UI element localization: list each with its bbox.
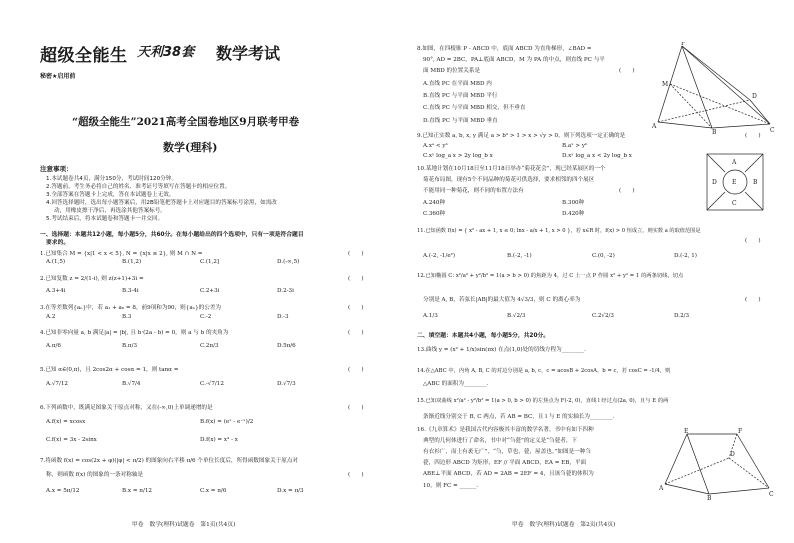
- note-item: 5.考试结束后，将本试题卷和答题卡一并交回。: [46, 216, 164, 222]
- note-item: 动，用橡皮擦干净后，再选涂其他答案标号。: [54, 208, 166, 214]
- option-b: B.aˣ > yᵇ: [562, 143, 588, 149]
- answer-paren: ( ): [348, 251, 364, 257]
- fig-label: C: [769, 491, 774, 498]
- fig-label: A: [652, 123, 657, 130]
- option-d: D.2-3i: [277, 288, 294, 294]
- question-15: 15.已知双曲线 x²/a² - y²/b² = 1(a > 0, b > 0) 的左焦点为 F(-2, 0)，直线 l 经过点(2a, 0)，且与 E 的两: [417, 398, 669, 404]
- option-b: B.直线 PC 与平面 MBD 平行: [423, 93, 498, 99]
- fig-label: P: [681, 42, 686, 47]
- option-c: C.(0, -2): [592, 253, 615, 259]
- question-5: 5.已知 α∈(0,π)，且 2cos2α + cosα = 1，则 tanα =: [40, 367, 179, 373]
- question-7: 7.将函数 f(x) = cos(2x + φ)(|φ| < π/2) 的图象向右平移 π/6 个单位长度后，所得函数图象关于原点对: [40, 458, 299, 464]
- question-8-line: 面 MBD 的位置关系是: [423, 68, 481, 74]
- fig-label: C: [770, 127, 775, 134]
- option-a: A.f(x) = xcosx: [46, 419, 86, 425]
- fig-label: A: [732, 159, 737, 166]
- option-a: A.x = 5π/12: [46, 488, 80, 494]
- option-c: C.-2: [200, 314, 212, 320]
- option-b: B.3-4i: [122, 288, 139, 294]
- question-10-line: 菊花布局图，现有5个不同品种的菊花可供选择，要求相邻的四个展区: [423, 177, 595, 183]
- section1-heading-cont: 要求的。: [46, 240, 70, 246]
- option-b: B.f(x) = (eˣ - e⁻ˣ)/2: [200, 419, 254, 425]
- exam-title: “超级全能生”2021高考全国卷地区9月联考甲卷: [72, 116, 300, 128]
- exam-subtitle: 数学(理科): [163, 141, 218, 154]
- page-footer: 甲卷 数学(理科)试题卷 第2页(共4页): [512, 522, 616, 528]
- option-a: A.240种: [423, 200, 446, 206]
- question-4: 4.已知非零向量 a, b 满足|a| = |b|, 且 b·(2a - b) = 0，则 a 与 b 的夹角为: [40, 330, 229, 336]
- question-16-line: 10，则 FC = ______.: [423, 483, 479, 489]
- option-c: C.2π/3: [200, 343, 219, 349]
- option-c: C.xʸ log_a x > 2y log_b x: [423, 153, 493, 159]
- question-10-line: 不能用同一种菊花，则不同的布置方法有: [423, 188, 524, 194]
- answer-paren: ( ): [619, 188, 635, 194]
- question-16-line: ABE⊥平面 ABCD，若 AD = 2AB = 2EF = 4，且该刍甍的体积为: [423, 471, 594, 477]
- question-14-cont: △ABC 的面积为________.: [423, 381, 489, 387]
- answer-paren: ( ): [348, 405, 364, 411]
- answer-paren: ( ): [348, 367, 364, 373]
- option-b: B.(1,2): [122, 259, 142, 265]
- option-d: D.(-∞,5): [277, 259, 300, 265]
- fig-label: D: [730, 451, 735, 458]
- question-11: 11.已知函数 f(x) = { x² - ax + 1, x ≤ 0; lnx - a/x + 1, x > 0 }，若 x∈R 时，f(x) > 0 恒成立，则实数 a 的取值范围是: [417, 228, 701, 234]
- option-b: B.√7/4: [122, 381, 141, 387]
- option-d: D.2/3: [674, 313, 690, 319]
- fig-label: C: [732, 200, 737, 207]
- answer-paren: ( ): [745, 238, 761, 244]
- option-d: D.5π/6: [277, 343, 296, 349]
- option-b: B.3: [122, 314, 132, 320]
- note-item: 1.本试题卷共4页，满分150分，考试时间120分钟。: [46, 176, 177, 182]
- option-d: D.-3: [277, 314, 289, 320]
- option-b: B.(-2, -1): [507, 253, 532, 259]
- option-b: B.π/3: [122, 343, 138, 349]
- question-15-cont: 条渐近线分别交于 B, C 两点，若 AB = BC，且 l 与 E 的实轴长为________.: [423, 414, 615, 420]
- question-12: 12.已知椭圆 C: x²/a² + y²/b² = 1(a > b > 0) 的焦距为 4，过 C 上一点 P 作圆 x² + y² = 1 的两条切线，切点: [417, 273, 684, 279]
- fig-label: B: [753, 179, 758, 186]
- fig-label: B: [707, 495, 712, 500]
- option-c: C.x = π/6: [200, 488, 227, 494]
- chumeng-figure: [659, 428, 777, 500]
- option-b: B.x = π/12: [122, 488, 152, 494]
- option-d: D.√7/3: [277, 381, 296, 387]
- question-8-line: 90°, AD = 2BC，PA⊥底面 ABCD，M 为 PA 的中点，则直线 PC 与平: [423, 57, 605, 63]
- brand-logo: 超级全能生: [40, 46, 128, 66]
- question-10: 10.某地计划在10月18日至11月18日举办“菊花花会”，现已经某展区的一个: [417, 166, 606, 172]
- section2-heading: 二、填空题：本题共4小题，每小题5分，共20分。: [417, 333, 550, 339]
- question-16-line: 甍，四边形 ABCD 为矩形，EF // 平面 ABCD，EA = EB，平面: [423, 460, 587, 466]
- question-16: 16.《九章算术》是我国古代内容极其丰富的数学名著，书中有如下四种: [417, 427, 594, 433]
- fig-label: D: [752, 93, 757, 100]
- question-8: 8.如图，在四棱锥 P - ABCD 中，底面 ABCD 为直角梯形，∠BAD =: [417, 46, 592, 52]
- note-item: 3.全部答案在答题卡上完成，答在本试题卷上无效。: [46, 192, 175, 198]
- question-2: 2.已知复数 z = 2/(1-i), 则 z(z+1)+3i =: [40, 276, 144, 282]
- option-c: C.2+3i: [200, 288, 220, 294]
- fig-label: M: [662, 81, 669, 88]
- answer-paren: ( ): [745, 297, 761, 303]
- answer-paren: ( ): [619, 68, 635, 74]
- question-13: 13.曲线 y = (x² + 1/x)sin(πx) 在点(1,0)处的切线方程为________.: [417, 347, 586, 353]
- option-d: D.f(x) = x³ - x: [200, 437, 238, 443]
- option-a: A.xᵃ < yᵇ: [423, 143, 448, 149]
- question-3: 3.在等差数列{aₙ}中，若 a₁ + a₆ = 8，前9项和为90，则{aₙ}的公差为: [40, 305, 222, 311]
- question-1: 1.已知集合 M = {x|1 < x < 5}, N = {x|x ≤ 2}, 则 M ∩ N =: [40, 251, 203, 257]
- option-c: C.(1,2]: [200, 259, 220, 265]
- option-c: C.-√7/12: [200, 381, 224, 387]
- fig-label: E: [732, 179, 737, 186]
- fig-label: D: [712, 179, 717, 186]
- option-a: A.1/3: [423, 313, 438, 319]
- option-a: A.2: [46, 314, 56, 320]
- option-b: B.300种: [562, 200, 585, 206]
- question-12-cont: 分别是 A, B，若弦长|AB|的最大值为 4√3/3，则 C 的离心率为: [423, 297, 581, 303]
- answer-paren: ( ): [348, 472, 364, 478]
- note-item: 4.回答选择题时，选出每小题答案后，用2B铅笔把答题卡上对应题目的答案标号涂黑，如需改: [46, 200, 277, 206]
- option-c: C.直线 PC 与平面 MBD 相交，但不垂直: [423, 105, 526, 111]
- option-a: A.π/6: [46, 343, 61, 349]
- fig-label: F: [738, 428, 743, 435]
- question-6: 6.下列函数中，既满足图象关于原点对称，又在(-∞,0)上单调递增的是: [40, 405, 213, 411]
- option-d: D.xʸ log_a x < 2y log_b x: [562, 153, 632, 159]
- section1-heading: 一、选择题：本题共12小题，每小题5分，共60分。在每小题给出的四个选项中，只有一项是符合题目: [40, 232, 304, 238]
- option-c: C.f(x) = 3x - 2sinx: [46, 437, 97, 443]
- option-a: A.(-2, -1/e²): [423, 253, 456, 259]
- option-a: A.√7/12: [46, 381, 68, 387]
- fig-label: B: [712, 129, 717, 134]
- flower-layout-figure: [705, 152, 765, 212]
- right-page: [397, 0, 794, 543]
- question-7-cont: 称，则函数 f(x) 的图象的一条对称轴是: [46, 472, 144, 478]
- fig-label: A: [659, 485, 664, 492]
- answer-paren: ( ): [745, 133, 761, 139]
- option-c: C.360种: [423, 211, 446, 217]
- option-a: A.(1,5): [46, 259, 66, 265]
- fig-label: E: [684, 428, 689, 435]
- answer-paren: ( ): [348, 305, 364, 311]
- question-16-line: 有衣衫广，而上有袤无广”，“刍，草也，甍，屋盖也。”如图是一种刍: [423, 449, 591, 455]
- option-d: D.x = π/3: [277, 488, 304, 494]
- question-9: 9.已知正实数 a, b, x, y 满足 a > b² > 1 > x > √y > 0，则下列选项一定正确的是: [417, 133, 626, 139]
- answer-paren: ( ): [348, 330, 364, 336]
- pyramid-figure: [652, 42, 777, 134]
- brand-sub-logo: 天利38套: [137, 45, 195, 60]
- option-a: A.直线 PC 在平面 MBD 内: [423, 81, 492, 87]
- option-d: D.(-2, 1): [674, 253, 697, 259]
- option-b: B.√2/3: [507, 313, 526, 319]
- answer-paren: ( ): [348, 276, 364, 282]
- exam-type: 数学考试: [216, 44, 281, 63]
- page-footer: 甲卷 数学(理科)试题卷 第1页(共4页): [132, 522, 236, 528]
- question-14: 14.在△ABC 中，内角 A, B, C 的对边分别是 a, b, c，c = acosB + 2cosA，b = c，若 cosC = -1/4，则: [417, 368, 671, 374]
- option-d: D.420种: [562, 211, 585, 217]
- option-c: C.2√2/3: [592, 313, 614, 319]
- notes-heading: 注意事项：: [40, 165, 73, 173]
- question-16-line: 典型的几何体进行了命名，书中对“刍甍”的定义是“刍甍者，下: [423, 438, 578, 444]
- option-a: A.3+4i: [46, 288, 66, 294]
- note-item: 2.答题前，考生务必将自己的姓名、准考证号等填写在答题卡的相应位置。: [46, 184, 231, 190]
- option-d: D.直线 PC 与平面 MBD 垂直: [423, 118, 498, 124]
- secret-label: 秘密★启用前: [40, 73, 76, 80]
